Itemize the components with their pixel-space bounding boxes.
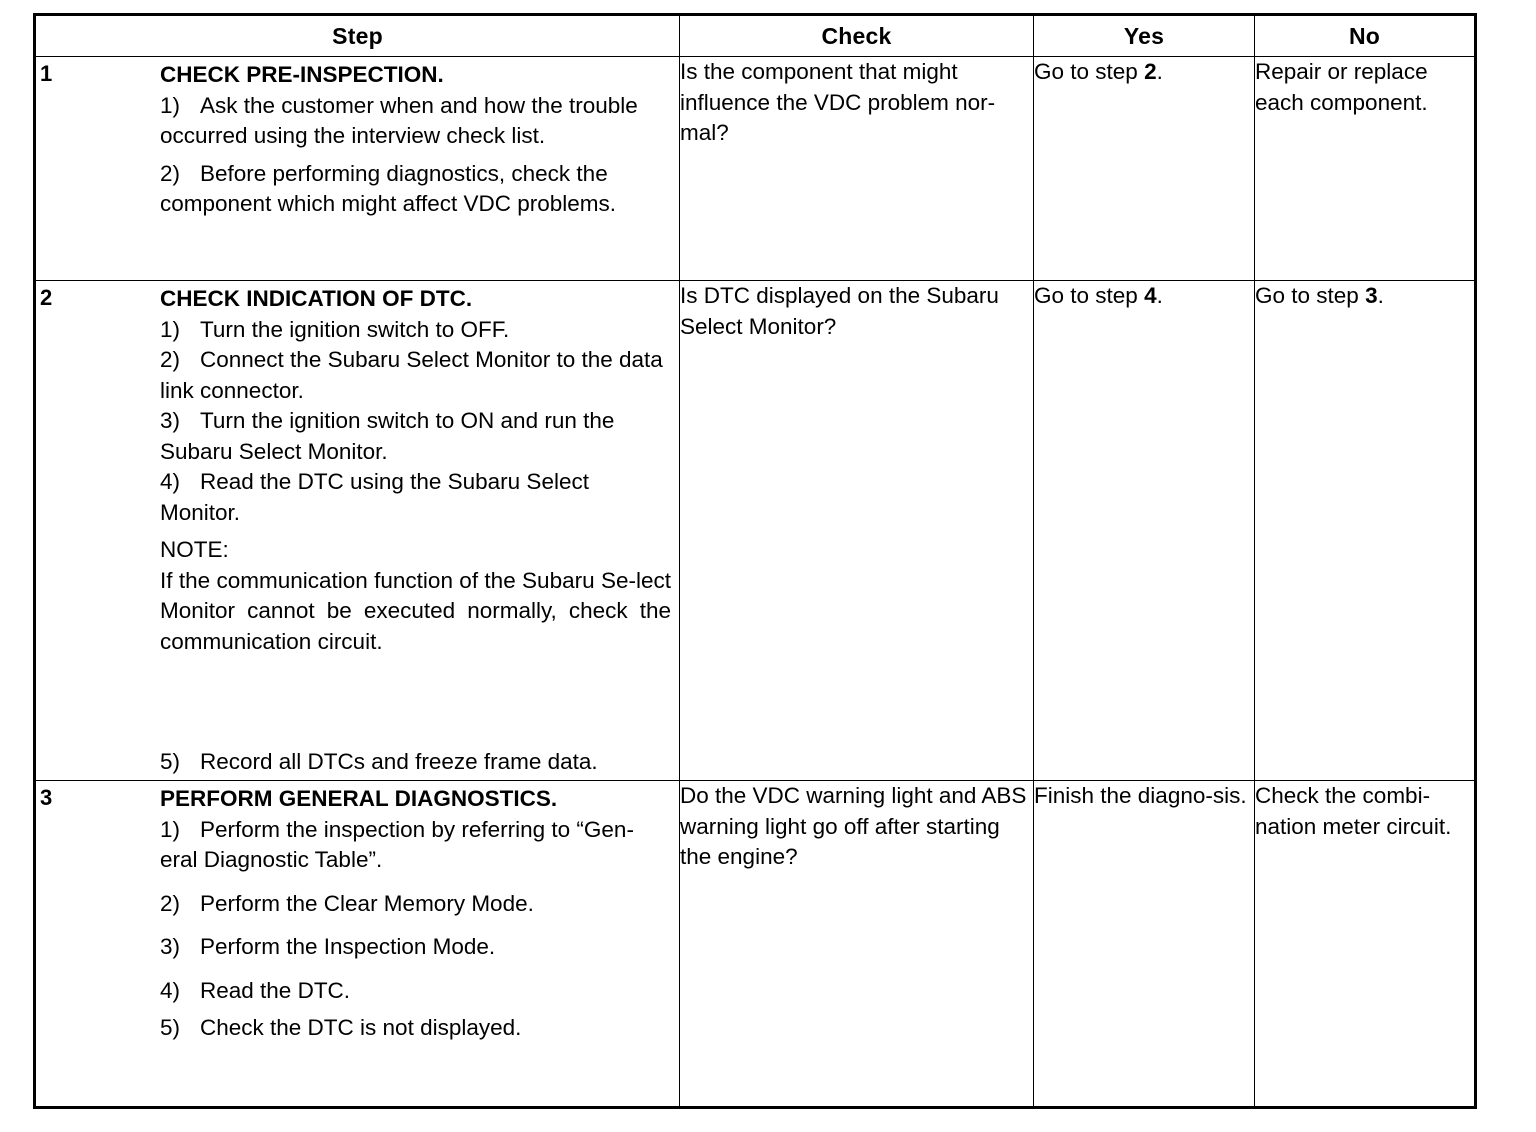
substep [160, 747, 671, 778]
note-label: NOTE: [160, 537, 229, 562]
step-cell [35, 57, 680, 281]
step-title: CHECK PRE-INSPECTION. [160, 62, 444, 87]
table-row [35, 57, 1476, 281]
substep-text: Turn the ignition switch to OFF. [200, 316, 510, 342]
yes-cell [1034, 57, 1255, 281]
substep-number: 2) [160, 347, 181, 372]
step-body [160, 781, 679, 1044]
note-text: If the communication function of the Subaru Se-lect Monitor cannot be executed normally, check the communication circuit. [160, 567, 671, 654]
substep-number: 5) [160, 749, 181, 774]
spacer [160, 657, 671, 747]
yes-suffix: . [1156, 283, 1163, 308]
substep [160, 1013, 671, 1044]
step-title: PERFORM GENERAL DIAGNOSTICS. [160, 786, 558, 811]
step-body [160, 281, 679, 778]
substep-number: 1) [160, 316, 181, 342]
substep-text: Read the DTC using the Subaru Select Monitor. [160, 469, 589, 525]
substep-number: 4) [160, 977, 181, 1003]
step-body [160, 57, 679, 220]
step-number: 2 [40, 285, 53, 310]
substep-number: 4) [160, 469, 181, 494]
substep-text: Before performing diagnostics, check the component which might affect VDC problems. [160, 160, 617, 216]
substep-text: Record all DTCs and freeze frame data. [200, 749, 598, 774]
header-no: No [1255, 15, 1476, 57]
yes-suffix: . [1156, 59, 1163, 84]
no-cell: Check the combi-nation meter circuit. [1255, 781, 1476, 1108]
yes-cell [1034, 281, 1255, 781]
yes-prefix: Go to step [1034, 59, 1145, 84]
table-row [35, 281, 1476, 781]
header-row [35, 15, 1476, 57]
step-title: CHECK INDICATION OF DTC. [160, 286, 473, 311]
substep [160, 406, 671, 467]
substep-text: Read the DTC. [200, 977, 351, 1003]
substep-number: 3) [160, 934, 181, 959]
substep [160, 889, 671, 920]
substep-number: 5) [160, 1015, 181, 1040]
yes-step-ref: 4 [1144, 283, 1157, 308]
substep [160, 91, 671, 152]
substep-text: Ask the customer when and how the trouble occurred using the interview check list. [160, 92, 638, 148]
substep-number: 3) [160, 408, 181, 433]
substep-number: 2) [160, 890, 181, 916]
header-yes: Yes [1034, 15, 1255, 57]
diagnostic-table [33, 13, 1477, 1109]
step-number: 1 [40, 61, 53, 86]
step-cell [35, 281, 680, 781]
check-cell: Do the VDC warning light and ABS warning light go off after starting the engine? [680, 781, 1034, 1108]
substep [160, 976, 671, 1007]
table-row [35, 781, 1476, 1108]
substep [160, 815, 671, 876]
step-cell [35, 781, 680, 1108]
substep-text: Perform the inspection by referring to “Gen-eral Diagnostic Table”. [160, 816, 634, 872]
substep [160, 345, 671, 406]
no-prefix: Go to step [1255, 283, 1366, 308]
yes-step-ref: 2 [1144, 59, 1157, 84]
yes-cell: Finish the diagno-sis. [1034, 781, 1255, 1108]
substep-text: Connect the Subaru Select Monitor to the data link connector. [160, 347, 663, 403]
substep-number: 1) [160, 92, 181, 118]
header-step: Step [35, 15, 680, 57]
yes-prefix: Go to step [1034, 283, 1145, 308]
step-number: 3 [40, 785, 53, 810]
substep-text: Turn the ignition switch to ON and run the Subaru Select Monitor. [160, 408, 615, 464]
no-cell [1255, 281, 1476, 781]
check-cell: Is the component that might influence the VDC problem nor-mal? [680, 57, 1034, 281]
no-cell: Repair or replace each component. [1255, 57, 1476, 281]
no-suffix: . [1377, 283, 1384, 308]
substep-text: Check the DTC is not displayed. [200, 1015, 522, 1040]
substep [160, 932, 671, 963]
substep-number: 1) [160, 816, 181, 842]
substep-text: Perform the Inspection Mode. [200, 934, 496, 959]
substep [160, 159, 671, 220]
substep [160, 467, 671, 528]
check-cell: Is DTC displayed on the Subaru Select Monitor? [680, 281, 1034, 781]
substep [160, 315, 671, 346]
substep-number: 2) [160, 160, 181, 186]
substep-text: Perform the Clear Memory Mode. [200, 890, 534, 916]
no-step-ref: 3 [1365, 283, 1378, 308]
header-check: Check [680, 15, 1034, 57]
